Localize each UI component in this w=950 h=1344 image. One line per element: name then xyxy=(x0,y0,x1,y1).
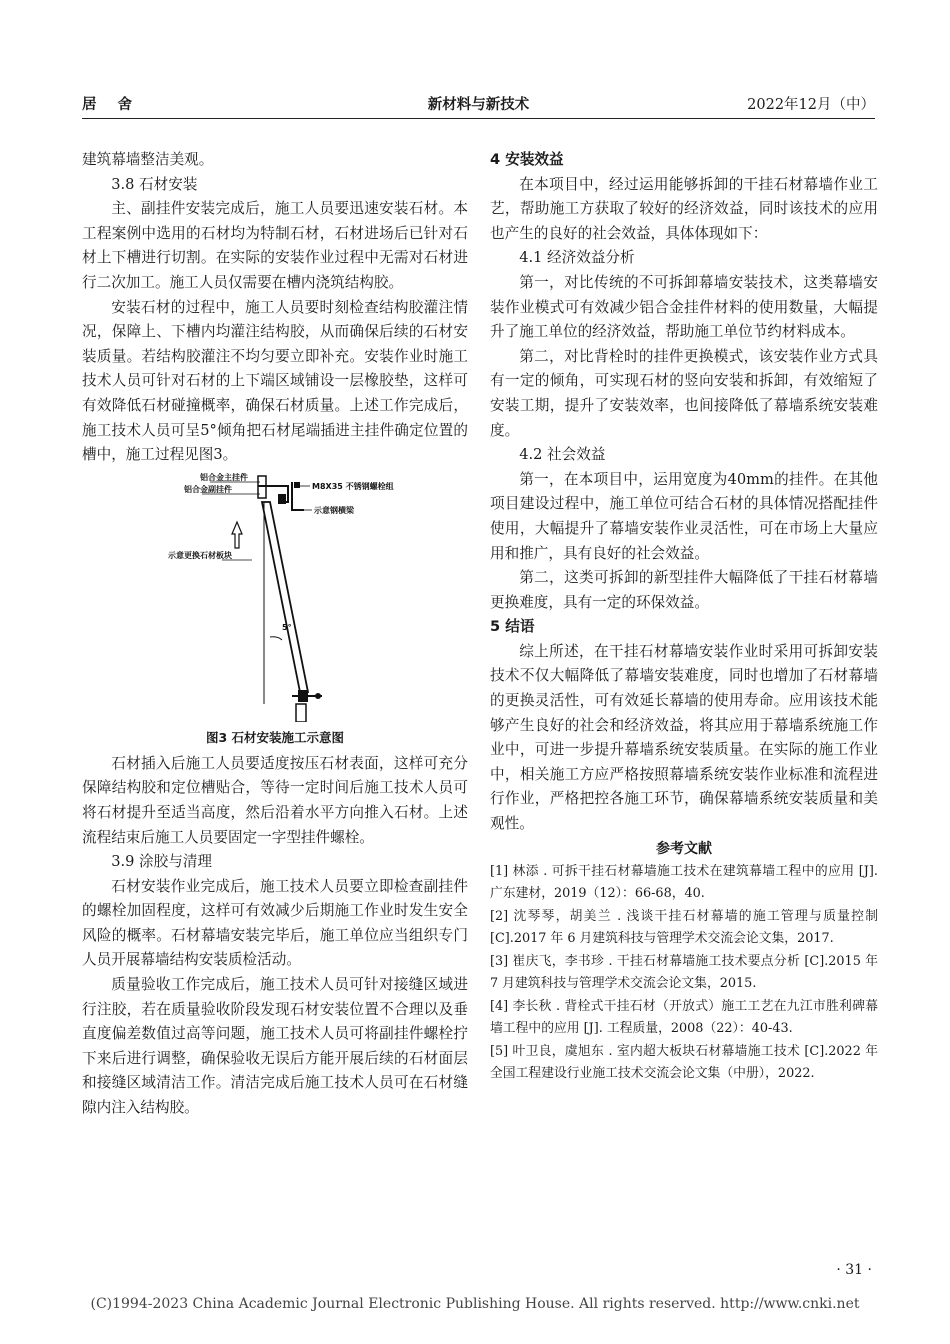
paragraph: 第二，对比背栓时的挂件更换模式，该安装作业方式具有一定的倾角，可实现石材的竖向安装和拆卸，有效缩短了安装工期，提升了安装效率，也间接降低了幕墙系统安装难度。 xyxy=(490,347,878,439)
bolt-shape xyxy=(278,494,286,504)
copyright-footer: (C)1994-2023 China Academic Journal Electronic Publishing House. All rights reserved. http://www.cnki.net xyxy=(90,1296,860,1312)
reference-item: [2] 沈琴琴，胡美兰 . 浅谈干挂石材幕墙的施工管理与质量控制 [C].2017 年 6 月建筑科技与管理学术交流会论文集，2017. xyxy=(490,908,878,947)
paragraph: 第二，这类可拆卸的新型挂件大幅降低了干挂石材幕墙更换难度，具有一定的环保效益。 xyxy=(490,569,878,611)
section-heading-3-8: 3.8 石材安装 xyxy=(111,175,198,193)
figure-3 xyxy=(82,472,468,722)
paragraph: 安装石材的过程中，施工人员要时刻检查结构胶灌注情况，保障上、下槽内均灌注结构胶，从而确保后续的石材安装质量。若结构胶灌注不均匀要立即补充。安装作业时施工技术人员可针对石材的上下端区域铺设一层橡胶垫，这样可有效降低石材碰撞概率，确保石材质量。上述工作完成后，施工技术人员可呈5°倾角把石材尾端插进主挂件确定位置的槽中，施工过程见图3。 xyxy=(82,298,468,464)
angle-arc xyxy=(270,637,282,640)
installation-diagram xyxy=(82,472,468,722)
lower-bolt-head xyxy=(315,693,321,699)
paragraph: 在本项目中，经过运用能够拆卸的干挂石材幕墙作业工艺，帮助施工方获取了较好的经济效益，同时该技术的应用也产生的良好的社会效益，具体体现如下： xyxy=(490,175,878,242)
reference-item: [3] 崔庆飞，李书珍 . 干挂石材幕墙施工技术要点分析 [C].2015 年 7 月建筑科技与管理学术交流会论文集，2015. xyxy=(490,953,878,992)
label-stone: 示意更换石材板块 xyxy=(168,550,232,560)
reference-item: [5] 叶卫良，虞旭东 . 室内超大板块石材幕墙施工技术 [C].2022 年全国工程建设行业施工技术交流会论文集（中册），2022. xyxy=(490,1043,878,1082)
lower-stone-shape xyxy=(296,704,306,722)
section-heading-3-9: 3.9 涂胶与清理 xyxy=(111,853,213,871)
paragraph: 综上所述，在干挂石材幕墙安装作业时采用可拆卸安装技术不仅大幅降低了幕墙安装难度，同时也增加了石材幕墙的更换灵活性，可有效延长幕墙的使用寿命。应用该技术能够产生良好的社会和经济效益，将其应用于幕墙系统施工作业中，可进一步提升幕墙系统安装质量。在实际的施工作业中，相关施工方应严格按照幕墙系统安装作业标准和流程进行作业，严格把控各施工环节，确保幕墙系统安装质量和美观性。 xyxy=(490,642,878,833)
paragraph: 第一，在本项目中，运用宽度为40mm的挂件。在其他项目建设过程中，施工单位可结合石材的具体情况搭配挂件使用，大幅提升了幕墙安装作业灵活性，可在市场上大量应用和推广，具有良好的社会效益。 xyxy=(490,470,878,562)
paragraph: 质量验收工作完成后，施工技术人员可针对接缝区域进行注胶，若在质量验收阶段发现石材安装位置不合理以及垂直度偏差数值过高等问题，施工技术人员可将副挂件螺栓拧下来后进行调整，确保验收无误后方能开展后续的石材面层和接缝区域清洁工作。清洁完成后施工技术人员可在石材缝隙内注入结构胶。 xyxy=(82,976,468,1117)
lift-arrow-icon xyxy=(232,522,242,548)
bolt-head-shape xyxy=(294,482,300,488)
figure-caption: 图3 石材安装施工示意图 xyxy=(205,729,345,745)
paragraph: 建筑幕墙整洁美观。 xyxy=(82,151,214,168)
label-beam: 示意钢横梁 xyxy=(314,505,354,515)
label-angle: 5° xyxy=(282,622,292,632)
label-sub-hanger: 铝合金副挂件 xyxy=(184,484,232,494)
reference-item: [1] 林添 . 可拆干挂石材幕墙施工技术在建筑幕墙工程中的应用 [J]. 广东建材，2019（12）：66-68，40. xyxy=(490,863,878,902)
header-rule xyxy=(82,118,875,119)
label-main-hanger: 铝合金主挂件 xyxy=(200,472,248,482)
journal-name: 居 舍 xyxy=(82,97,141,113)
paragraph: 主、副挂件安装完成后，施工人员要迅速安装石材。本工程案例中选用的石材均为特制石材，石材进场后已针对石材上下槽进行切割。在实际的安装作业过程中无需对石材进行二次加工。施工人员仅需要在槽内浇筑结构胶。 xyxy=(82,200,468,291)
section-heading-4-2: 4.2 社会效益 xyxy=(519,446,606,464)
right-column xyxy=(490,148,878,1086)
section-title: 新材料与新技术 xyxy=(427,97,530,113)
reference-item: [4] 李长秋 . 背栓式干挂石材（开放式）施工工艺在九江市胜利碑幕墙工程中的应用 [J]. 工程质量，2008（22）：40-43. xyxy=(490,998,878,1037)
section-heading-4-1: 4.1 经济效益分析 xyxy=(519,249,635,267)
section-heading-5: 5 结语 xyxy=(490,618,535,636)
paragraph: 石材安装作业完成后，施工技术人员要立即检查副挂件的螺栓加固程度，这样可有效减少后期施工作业时发生安全风险的概率。石材幕墙安装完毕后，施工单位应当组织专门人员开展幕墙结构安装质检活动。 xyxy=(82,877,468,969)
label-bolt: M8X35 不锈钢螺栓组 xyxy=(312,481,394,491)
stone-panel-shape xyxy=(262,502,308,692)
paragraph: 第一，对比传统的不可拆卸幕墙安装技术，这类幕墙安装作业模式可有效减少铝合金挂件材料的使用数量，大幅提升了施工单位的经济效益，帮助施工单位节约材料成本。 xyxy=(490,273,878,341)
running-header xyxy=(82,93,875,115)
paragraph: 石材插入后施工人员要适度按压石材表面，这样可充分保障结构胶和定位槽贴合，等待一定时间后施工技术人员可将石材提升至适当高度，然后沿着水平方向推入石材。上述流程结束后施工人员要固定一字型挂件螺栓。 xyxy=(82,754,468,846)
issue-date: 2022年12月（中） xyxy=(747,97,875,113)
page-number: · 31 · xyxy=(836,1262,872,1278)
left-column xyxy=(82,148,468,1121)
section-heading-4: 4 安装效益 xyxy=(490,151,564,168)
references-title: 参考文献 xyxy=(656,840,712,857)
